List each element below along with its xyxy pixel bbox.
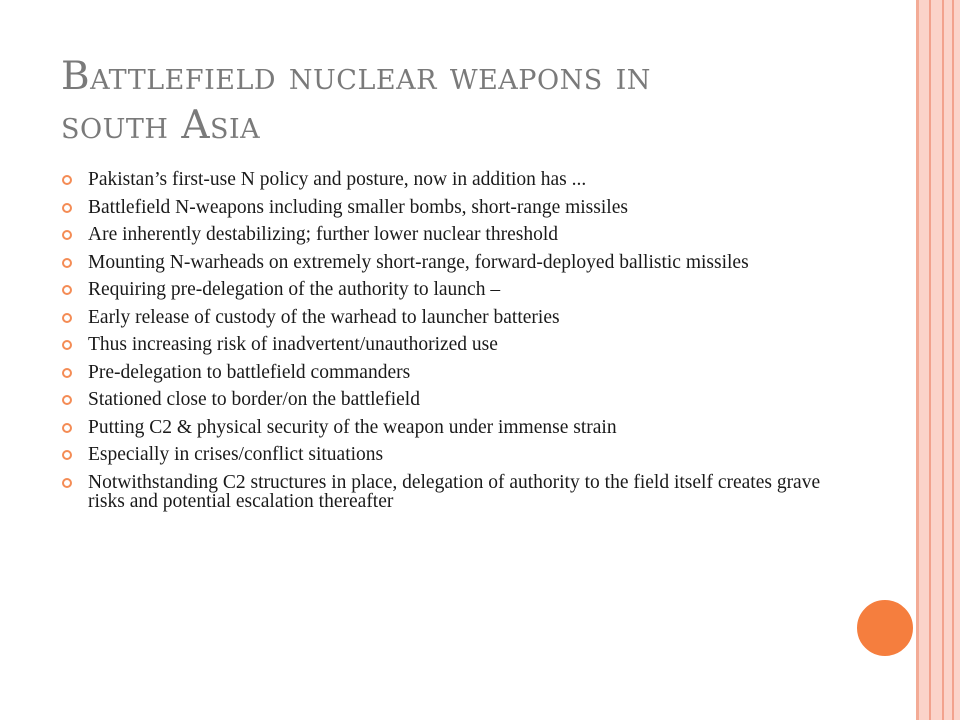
bullet-item — [62, 445, 842, 464]
bullet-item — [62, 170, 842, 189]
bullet-item — [62, 335, 842, 354]
orange-circle-decoration — [855, 598, 915, 658]
bullet-text: Notwithstanding C2 structures in place, delegation of authority to the field itself creates grave risks and potential escalation thereafter — [88, 471, 821, 512]
bullet-list — [62, 170, 842, 519]
bullet-circle-icon — [62, 285, 72, 295]
slide-title-line-2: south Asia — [61, 103, 261, 148]
bullet-item — [62, 418, 842, 437]
bullet-item — [62, 253, 842, 272]
bullet-text: Putting C2 & physical security of the weapon under immense strain — [88, 416, 617, 438]
bullet-item — [62, 198, 842, 217]
bullet-circle-icon — [62, 340, 72, 350]
bullet-item — [62, 390, 842, 409]
bullet-circle-icon — [62, 230, 72, 240]
bullet-item — [62, 473, 842, 511]
bullet-circle-icon — [62, 395, 72, 405]
bullet-item — [62, 308, 842, 327]
right-band-line — [952, 0, 954, 720]
bullet-circle-icon — [62, 450, 72, 460]
bullet-text: Stationed close to border/on the battlefield — [88, 389, 420, 410]
bullet-circle-icon — [62, 203, 72, 213]
bullet-circle-icon — [62, 175, 72, 185]
bullet-text: Thus increasing risk of inadvertent/unauthorized use — [88, 334, 498, 355]
bullet-circle-icon — [62, 313, 72, 323]
right-band-border — [916, 0, 919, 720]
bullet-circle-icon — [62, 368, 72, 378]
bullet-text: Battlefield N-weapons including smaller bombs, short-range missiles — [88, 196, 628, 218]
bullet-item — [62, 225, 842, 244]
slide-title-line-1: Battlefield nuclear weapons in — [61, 54, 651, 99]
bullet-item — [62, 280, 842, 299]
bullet-circle-icon — [62, 478, 72, 488]
bullet-text: Mounting N-warheads on extremely short-range, forward-deployed ballistic missiles — [88, 251, 749, 273]
bullet-text: Especially in crises/conflict situations — [88, 444, 384, 465]
bullet-circle-icon — [62, 258, 72, 268]
bullet-text: Requiring pre-delegation of the authority to launch – — [88, 279, 501, 300]
bullet-text: Pre-delegation to battlefield commanders — [88, 361, 411, 383]
bullet-text: Are inherently destabilizing; further lower nuclear threshold — [88, 224, 558, 245]
bullet-circle-icon — [62, 423, 72, 433]
right-band-line — [942, 0, 944, 720]
bullet-text: Early release of custody of the warhead to launcher batteries — [88, 306, 560, 328]
bullet-item — [62, 363, 842, 382]
bullet-text: Pakistan’s first-use N policy and posture, now in addition has ... — [88, 169, 587, 190]
right-band-line — [929, 0, 931, 720]
slide-title — [61, 52, 841, 150]
